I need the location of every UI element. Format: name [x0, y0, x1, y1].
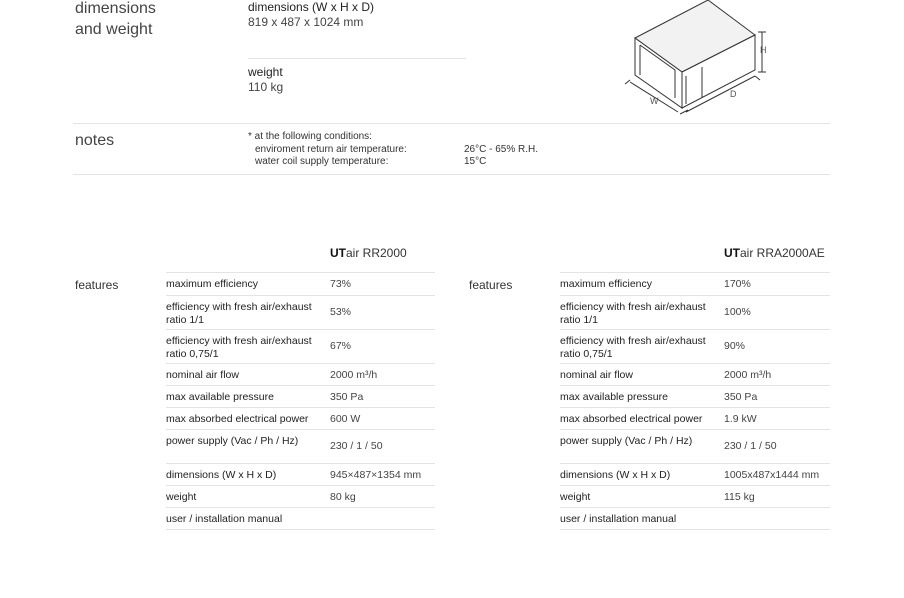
spec-row	[166, 295, 435, 330]
spec-row	[560, 407, 830, 430]
spec-label: max available pressure	[560, 391, 668, 403]
spec-row	[166, 485, 435, 508]
spec-value: 600 W	[330, 413, 361, 425]
dims-value: 819 x 487 x 1024 mm	[248, 15, 364, 29]
spec-label[interactable]: user / installation manual	[560, 513, 677, 525]
section-title-line2: and weight	[75, 21, 153, 38]
product-model-title	[330, 246, 407, 260]
spec-label: maximum efficiency	[166, 278, 258, 290]
spec-label: efficiency with fresh air/exhaust ratio 1/1	[166, 301, 312, 326]
spec-label: max available pressure	[166, 391, 274, 403]
spec-value: 2000 m³/h	[724, 369, 772, 381]
spec-value: 115 kg	[724, 491, 755, 503]
spec-value: 80 kg	[330, 491, 356, 503]
spec-row	[560, 463, 830, 486]
spec-label: dimensions (W x H x D)	[560, 469, 671, 481]
spec-row	[560, 485, 830, 508]
spec-row	[166, 272, 435, 296]
unit-dimension-diagram	[620, 0, 780, 120]
spec-row	[166, 385, 435, 408]
spec-row	[166, 463, 435, 486]
spec-label: max absorbed electrical power	[166, 413, 309, 425]
product-model-title	[724, 246, 825, 260]
depth-label: D	[730, 89, 737, 99]
divider	[248, 58, 466, 59]
spec-label: nominal air flow	[166, 369, 239, 381]
width-label: W	[650, 96, 659, 106]
spec-label: dimensions (W x H x D)	[166, 469, 277, 481]
spec-row	[166, 429, 435, 464]
note-label: water coil supply temperature:	[255, 156, 389, 167]
spec-label: efficiency with fresh air/exhaust ratio 0,75/1	[166, 335, 312, 360]
spec-row	[560, 385, 830, 408]
model-suffix: air RR2000	[346, 246, 407, 260]
spec-value: 73%	[330, 278, 352, 290]
spec-value: 350 Pa	[724, 391, 758, 403]
features-label: features	[75, 278, 119, 292]
spec-value: 230 / 1 / 50	[724, 440, 777, 452]
spec-value: 170%	[724, 278, 751, 290]
height-label: H	[760, 45, 767, 55]
spec-row	[560, 272, 830, 296]
section-title-notes: notes	[75, 132, 115, 149]
weight-label: weight	[248, 65, 283, 79]
spec-value: 230 / 1 / 50	[330, 440, 383, 452]
notes-heading: * at the following conditions:	[248, 131, 372, 142]
note-value: 26°C - 65% R.H.	[464, 144, 539, 155]
spec-row	[560, 363, 830, 386]
spec-value: 100%	[724, 306, 751, 318]
spec-row	[560, 429, 830, 464]
spec-row	[560, 507, 830, 530]
spec-label: maximum efficiency	[560, 278, 652, 290]
spec-row	[166, 363, 435, 386]
spec-value: 2000 m³/h	[330, 369, 378, 381]
spec-value: 350 Pa	[330, 391, 364, 403]
spec-row	[166, 507, 435, 530]
section-title-dimensions	[75, 0, 156, 40]
spec-label[interactable]: user / installation manual	[166, 513, 283, 525]
section-title-line1: dimensions	[75, 0, 156, 17]
note-label: enviroment return air temperature:	[255, 144, 407, 155]
spec-value: 67%	[330, 340, 352, 352]
features-label: features	[469, 278, 513, 292]
spec-row	[560, 329, 830, 364]
model-prefix: UT	[724, 246, 740, 260]
dims-label: dimensions (W x H x D)	[248, 0, 375, 14]
divider	[73, 174, 830, 175]
spec-value: 945×487×1354 mm	[330, 469, 422, 481]
spec-label: efficiency with fresh air/exhaust ratio 1/1	[560, 301, 706, 326]
spec-row	[166, 407, 435, 430]
model-suffix: air RRA2000AE	[740, 246, 825, 260]
spec-value: 1005x487x1444 mm	[724, 469, 820, 481]
spec-value: 53%	[330, 306, 352, 318]
model-prefix: UT	[330, 246, 346, 260]
spec-value: 1.9 kW	[724, 413, 757, 425]
spec-label: nominal air flow	[560, 369, 633, 381]
spec-label: power supply (Vac / Ph / Hz)	[166, 435, 299, 447]
divider	[73, 123, 830, 124]
spec-value: 90%	[724, 340, 746, 352]
spec-label: weight	[166, 491, 197, 503]
spec-label: efficiency with fresh air/exhaust ratio 0,75/1	[560, 335, 706, 360]
weight-value: 110 kg	[248, 80, 284, 94]
spec-label: max absorbed electrical power	[560, 413, 703, 425]
spec-row	[166, 329, 435, 364]
spec-row	[560, 295, 830, 330]
spec-label: weight	[560, 491, 591, 503]
spec-label: power supply (Vac / Ph / Hz)	[560, 435, 693, 447]
note-value: 15°C	[464, 156, 487, 167]
